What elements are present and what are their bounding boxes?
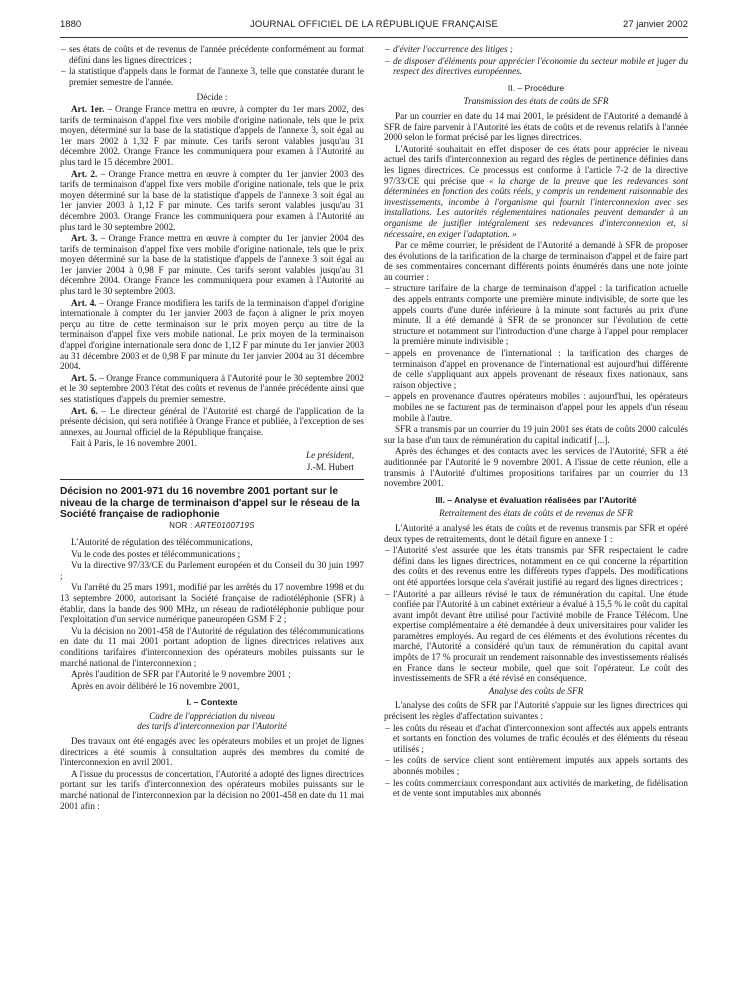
decision-title: Décision no 2001-971 du 16 novembre 2001 portant sur le niveau de la charge de terminaison d'appel sur le réseau de la Société française de radiophonie (60, 486, 360, 520)
list-item: – l'Autorité s'est assurée que les états transmis par SFR respectaient le cadre défini dans les lignes directrices, notamment en ce qui concerne la répartition des coûts et des revenus entre les différents types d'appels. Des modifications ont été apportées lorsque cela s'avérait justifié au regard des lignes directrices ; (384, 545, 688, 587)
article-2 (60, 169, 364, 233)
decision-separator (60, 479, 364, 480)
section-subtitle: Cadre de l'appréciation du niveau des tarifs d'interconnexion par l'Autorité (137, 710, 287, 732)
article-text: – Orange France mettra en œuvre à compter du 1er janvier 2003 des tarifs de terminaison d'appel fixe vers mobile d'origine nationale, tels que le prix moyen déterminé sur la base de la statistique d'appels de l'annexe 3 soit égal au 1er janvier 2003 à 1,12 F par minute. Ces tarifs seront valables jusqu'au 31 décembre 2003. Orange France les communiquera pour examen à l'Autorité au plus tard le 30 septembre 2002. (60, 168, 364, 232)
visa-line: Vu l'arrêté du 25 mars 1991, modifié par les arrêtés du 17 novembre 1998 et du 13 septembre 2000, autorisant la Société française de radiotéléphonie (SFR) à établir, dans la bande des 900 MHz, un réseau de radiotéléphonie publique pour l'exploitation d'un service numérique paneuropéen GSM F 2 ; (60, 582, 364, 625)
article-text: – Orange France modifiera les tarifs de la terminaison d'appel d'origine internationale à compter du 1er janvier 2003 de façon à aligner le prix moyen perçu au titre de cette terminaison sur le prix moyen perçu au titre de la terminaison d'appel fixe vers mobile national. Le prix moyen de la terminaison d'appel d'origine internationale sera donc de 1,12 F par minute du 1er janvier 2003 au 31 décembre 2003 et de 0,98 F par minute du 1er janvier 2004 au 31 décembre 2004. (60, 297, 364, 372)
paragraph: Après des échanges et des contacts avec les services de l'Autorité, SFR a été auditionnée par l'Autorité le 9 novembre 2001. A l'issue de cette réunion, elle a transmis à l'Autorité d'ultimes propositions tarifaires par un courrier du 13 novembre 2001. (384, 446, 688, 489)
paragraph: L'Autorité a analysé les états de coûts et de revenus transmis par SFR et opéré deux types de retraitements, dont le détail figure en annexe 1 : (384, 522, 688, 544)
nor-id: ARTE0100719S (194, 521, 255, 531)
section-subtitle: Retraitement des états de coûts et de revenus de SFR (439, 508, 633, 519)
article-1 (60, 104, 364, 168)
header-rule (60, 37, 688, 38)
article-number: Art. 1er. (71, 103, 105, 114)
article-text: – Orange France mettra en œuvre à compter du 1er janvier 2004 des tarifs de terminaison d'appel fixe vers mobile d'origine nationale, tels que le prix moyen déterminé sur la base de la statistique d'appels de l'annexe 3 soit égal au 1er janvier 2004 à 0,98 F par minute. Ces tarifs seront valables jusqu'au 31 décembre 2004. Orange France les communiquera pour examen à l'Autorité au plus tard le 30 septembre 2003. (60, 233, 364, 297)
article-text: – Orange France mettra en œuvre, à compter du 1er mars 2002, des tarifs de terminaison d'appel fixe vers mobile d'origine nationale, tels que le prix moyen, déterminé sur la base de la statistique d'appels de l'annexe 3, soit égal au 1er mars 2002 à 1,32 F par minute. Ces tarifs seront valables jusqu'au 31 décembre 2002. Orange France les communiquera pour examen à l'Autorité au plus tard le 15 décembre 2001. (60, 103, 364, 167)
section-heading: I. – Contexte (186, 697, 238, 708)
article-3 (60, 233, 364, 297)
list-item: – appels en provenance de l'international : la tarification des charges de terminaison d'appel en provenance de l'international est aujourd'hui différente de celle s'appliquant aux appels provenant de réseaux fixes nationaux, sans raison objective ; (384, 348, 688, 390)
list-item: – d'éviter l'occurrence des litiges ; (384, 44, 688, 55)
article-number: Art. 2. (71, 168, 98, 179)
article-4 (60, 298, 364, 372)
list-item: – de disposer d'éléments pour apprécier l'économie du secteur mobile et juger du respect des directives européennes. (384, 56, 688, 77)
right-column (384, 44, 688, 800)
article-number: Art. 4. (71, 297, 97, 308)
paragraph: A l'issue du processus de concertation, l'Autorité a adopté des lignes directrices portant sur les tarifs d'interconnexion des opérateurs mobiles puissants sur le marché national de l'interconnexion par la décision no 2001-458 en date du 11 mai 2001 afin : (60, 768, 364, 811)
list-item: – structure tarifaire de la charge de terminaison d'appel : la tarification actuelle des appels entrants comporte une première minute indivisible, de sorte que les appels courts d'une durée inférieure à la minute sont facturés au prix d'une minute. Il a été demandé à SFR de se prononcer sur l'évolution de cette structure et notamment sur l'introduction d'une charge à l'appel pour remplacer la première minute indivisible ; (384, 283, 688, 347)
visa-line: Vu le code des postes et télécommunications ; (71, 548, 241, 559)
page-header (60, 20, 688, 33)
list-item: – la statistique d'appels dans le format de l'annexe 3, telle que constatée durant le premier semestre de l'année. (60, 66, 364, 87)
list-item: – ses états de coûts et de revenus de l'année précédente conformément au format défini dans les lignes directrices ; (60, 44, 364, 65)
paragraph: Des travaux ont été engagés avec les opérateurs mobiles et un projet de lignes directrices a été soumis à consultation auprès des membres du comité de l'interconnexion en avril 2001. (60, 736, 364, 768)
article-number: Art. 3. (71, 233, 98, 244)
list-item: – les coûts commerciaux correspondant aux activités de marketing, de fidélisation et de vente sont imputables aux abonnés (384, 778, 688, 799)
visa-line: Après l'audition de SFR par l'Autorité le 9 novembre 2001 ; (71, 669, 291, 680)
nor-label: NOR : (169, 521, 195, 531)
nor-reference (60, 521, 364, 532)
visa-line: L'Autorité de régulation des télécommunications, (71, 536, 253, 547)
article-number: Art. 5. (71, 372, 97, 383)
journal-title: JOURNAL OFFICIEL DE LA RÉPUBLIQUE FRANÇAISE (249, 19, 499, 30)
list-item: – les coûts du réseau et d'achat d'interconnexion sont affectés aux appels entrants et sortants en fonction des volumes de trafic écoulés et des éléments du réseau utilisés ; (384, 723, 688, 755)
article-number: Art. 6. (71, 405, 98, 416)
list-item: – l'Autorité a par ailleurs révisé le taux de rémunération du capital. Une étude confiée par l'Autorité à un cabinet extérieur a évalué à 15,5 % le coût du capital avant impôt devant être utilisé pour l'activité mobile de France Télécom. Une expertise complémentaire a été demandée à deux universitaires pour valider les paramètres employés. Au regard de ces éléments et des évolutions récentes du marché, l'Autorité a considéré qu'un taux de rémunération du capital avant impôts de 17 % procurait un rendement raisonnable des investissements réalisés en France dans le secteur mobile, quel que soit l'opérateur. Le coût des investissements de SFR a été révisé en conséquence. (384, 589, 688, 684)
paragraph: Par un courrier en date du 14 mai 2001, le président de l'Autorité a demandé à SFR de faire parvenir à l'Autorité les états de coûts et de revenus relatifs à l'année 2000 selon le format précisé par les lignes directrices. (384, 110, 688, 143)
article-5 (60, 373, 364, 405)
left-column (60, 44, 364, 812)
paragraph: L'analyse des coûts de SFR par l'Autorité s'appuie sur les lignes directrices qui précisent les règles d'affectation suivantes : (384, 700, 688, 722)
section-subtitle: Analyse des coûts de SFR (488, 685, 584, 696)
paragraph: Par ce même courrier, le président de l'Autorité a demandé à SFR de proposer des évolutions de la tarification de la charge de terminaison d'appel et de faire part de ses commentaires concernant différents points énumérés dans une note jointe au courrier : (384, 240, 688, 282)
list-item: – les coûts de service client sont entièrement imputés aux appels sortants des abonnés mobiles ; (384, 755, 688, 776)
signature-title: Le président, (306, 449, 354, 460)
paragraph: SFR a transmis par un courrier du 19 juin 2001 ses états de coûts 2000 calculés sur la base d'un taux de rémunération du capital indicatif [...]. (384, 424, 688, 445)
paragraph: L'Autorité souhaitait en effet disposer de ces états pour apprécier le niveau actuel des tarifs d'interconnexion au regard des règles de pertinence définies dans les lignes directrices. Ce processus est conforme à l'article 7-2 de la directive 97/33/CE qui précise que « la charge de la preuve que les redevances sont déterminées en fonction des coûts réels, y compris un rendement raisonnable des investissements, incombe à l'organisme qui fournit l'interconnexion avec ses installations. Les autorités réglementaires nationales peuvent demander à un organisme de justifier intégralement ses redevances d'interconnexion et, si nécessaire, en exiger l'adaptation. » (384, 143, 689, 239)
visa-line: Après en avoir délibéré le 16 novembre 2001, (71, 680, 240, 691)
section-subtitle: Transmission des états de coûts de SFR (463, 96, 609, 107)
article-text: – Le directeur général de l'Autorité est chargé de l'application de la présente décision, qui sera notifiée à Orange France et publiée, à l'exception de ses annexes, au Journal officiel de la République française. (60, 405, 364, 437)
publication-date: 27 janvier 2002 (623, 19, 688, 30)
directive-quote: « la charge de la preuve que les redevances sont déterminées en fonction des coûts réels, y compris un rendement raisonnable des investissements, incombe à l'organisme qui fournit l'interconnexion avec ses installations. Les autorités réglementaires nationales peuvent demander à un organisme de justifier intégralement ses redevances d'interconnexion et, si nécessaire, en exiger l'adaptation. » (384, 175, 689, 239)
visa-line: Vu la décision no 2001-458 de l'Autorité de régulation des télécommunications en date du 11 mai 2001 portant adoption de lignes directrices relatives aux conditions tarifaires d'interconnexion des opérateurs mobiles puissants sur le marché national de l'interconnexion ; (60, 625, 364, 668)
visa-line: Vu la directive 97/33/CE du Parlement européen et du Conseil du 30 juin 1997 ; (60, 560, 364, 581)
decide-heading: Décide : (196, 92, 228, 103)
article-6 (60, 406, 364, 438)
fait-a-paris: Fait à Paris, le 16 novembre 2001. (71, 438, 198, 449)
section-heading: III. – Analyse et évaluation réalisées par l'Autorité (435, 494, 637, 505)
page-number: 1880 (60, 19, 82, 30)
article-text: – Orange France communiquera à l'Autorité pour le 30 septembre 2002 et le 30 septembre 2003 l'état des coûts et revenus de l'année précédente ainsi que ses statistiques d'appels du premier semestre. (60, 372, 364, 404)
list-item: – appels en provenance d'autres opérateurs mobiles : aujourd'hui, les opérateurs mobiles ne se facturent pas de terminaison d'appel pour les appels d'un réseau mobile à l'autre. (384, 391, 688, 423)
signature-name: J.-M. Hubert (306, 461, 354, 472)
section-heading: II. – Procédure (507, 82, 565, 93)
